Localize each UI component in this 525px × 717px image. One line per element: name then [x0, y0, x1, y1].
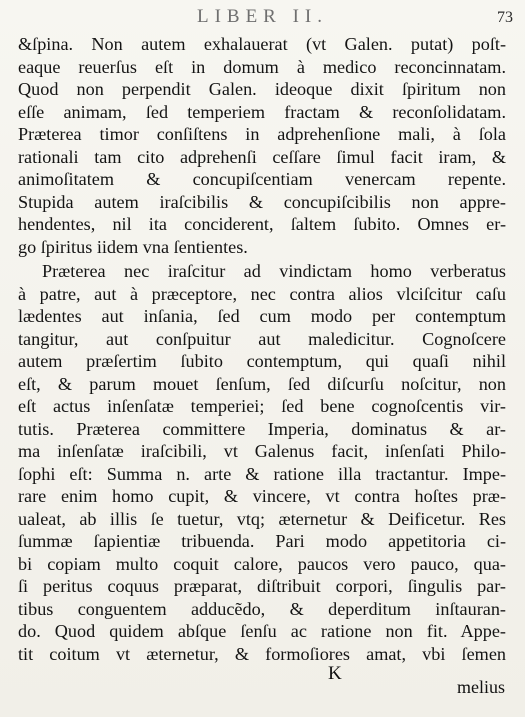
text-line: à patre, aut à præceptore, nec contra alios vlciſcitur caſu: [18, 283, 506, 304]
text-line: do. Quod quidem abſque ſenſu ac ratione non fit. Appe-: [18, 621, 506, 641]
text-line: eſt, & parum mouet ſenſum, ſed diſcurſu noſcitur, non: [18, 373, 506, 394]
text-line: eaque reuerſus eſt in domum à medico reconcinnatam.: [18, 56, 506, 77]
text-line: Præterea nec iraſcitur ad vindictam homo verberatus: [42, 261, 506, 281]
text-line: Stupida autem iraſcibilis & concupiſcibilis non appre-: [18, 191, 506, 212]
body-text: [18, 33, 506, 665]
text-line: ſophi eſt: Summa n. arte & ratione illa tractantur. Impe-: [18, 463, 506, 484]
text-line: go ſpiritus iidem vna ſentientes.: [18, 236, 248, 257]
text-line: ſummæ ſapientiæ tribuenda. Pari modo appetitoria ci-: [18, 531, 506, 551]
text-line: ma inſenſatæ iraſcibili, vt Galenus facit, inſenſati Philo-: [18, 441, 506, 461]
text-line: bi copiam multo coquit calore, paucos vero pauco, qua-: [18, 553, 506, 574]
running-head: [0, 4, 525, 30]
text-line: rationali tam cito adprehenſi ceſſare ſimul facit iram, &: [18, 146, 506, 167]
text-line: tit coitum vt æternetur, & formoſiores amat, vbi ſemen: [18, 643, 506, 664]
text-line: animoſitatem & concupiſcentiam venercam repente.: [18, 169, 506, 189]
text-line: rare enim homo cupit, & vincere, vt contra hoſtes præ-: [18, 486, 506, 506]
running-title: LIBER II.: [196, 6, 329, 27]
text-line: &ſpina. Non autem exhalauerat (vt Galen. putat) poſt-: [18, 34, 506, 54]
text-line: hendentes, nil ita conciderent, ſaltem ſubito. Omnes er-: [18, 214, 506, 234]
page-footer: [0, 663, 525, 711]
text-line: eſſe animam, ſed temperiem fractam & reconſolidatam.: [18, 101, 506, 122]
signature-mark: K: [328, 663, 342, 684]
text-line: tutis. Præterea committere Imperia, dominatus & ar-: [18, 418, 506, 439]
text-line: autem præſertim ſubito contemptum, qui quaſi nihil: [18, 351, 506, 371]
catchword: melius: [457, 677, 505, 697]
text-line: ualeat, ab illis ſe tuetur, vtq; æternetur & Deificetur. Res: [18, 508, 506, 529]
text-line: eſt actus inſenſatæ temperiei; ſed bene cognoſcentis vir-: [18, 396, 506, 416]
paragraph-1: [18, 33, 506, 258]
text-line: tibus conguentem adducẽdo, & deperditum inſtauran-: [18, 598, 506, 619]
text-line: Præterea timor conſiſtens in adprehenſione mali, à ſola: [18, 124, 506, 144]
text-line: Quod non perpendit Galen. ideoque dixit ſpiritum non: [18, 79, 506, 99]
paragraph-2: [18, 260, 506, 665]
text-line: tangitur, aut conſpuitur aut maledicitur. Cognoſcere: [18, 328, 506, 349]
text-line: lædentes aut inſania, ſed cum modo per contemptum: [18, 306, 506, 326]
page-number: 73: [497, 9, 513, 26]
text-line: ſi peritus coquus præparat, diſtribuit corpori, ſingulis par-: [18, 576, 506, 596]
